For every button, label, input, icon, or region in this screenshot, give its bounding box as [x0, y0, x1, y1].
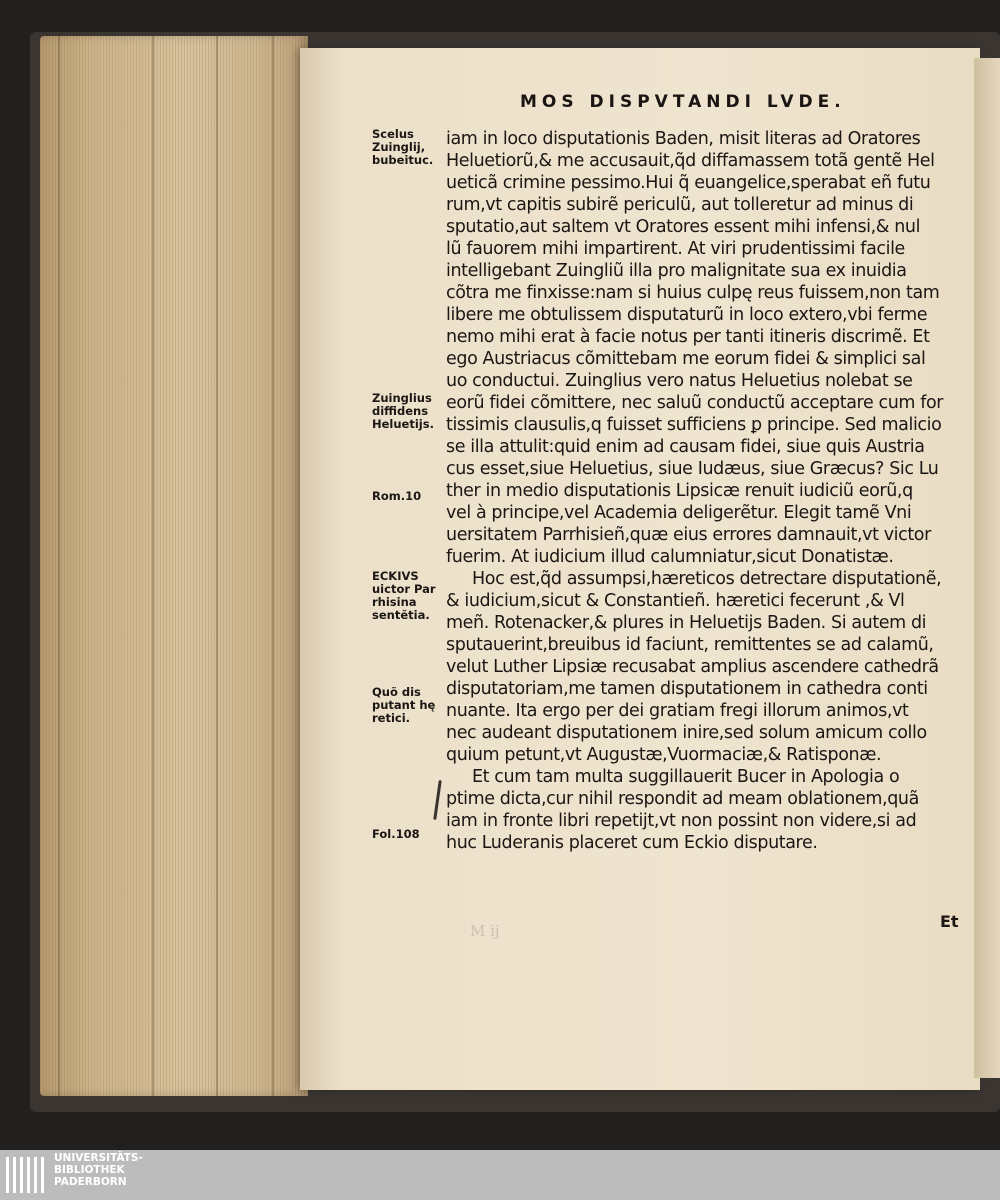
text-line: ueticã crimine pessimo.Hui q̃ euangelice,sperabat eñ futu — [446, 173, 931, 193]
text-line: nec audeant disputationem inire,sed solum amicum collo — [446, 723, 927, 743]
text-line: iam in loco disputationis Baden, misit literas ad Oratores — [446, 129, 921, 149]
text-line: nemo mihi erat à facie notus per tanti itineris discrimẽ. Et — [446, 327, 930, 347]
text-line: lũ fauorem mihi impartirent. At viri prudentissimi facile — [446, 239, 905, 259]
text-line: ptime dicta,cur nihil respondit ad meam oblationem,quã — [446, 789, 919, 809]
margin-note: Rom.10 — [372, 489, 422, 503]
margin-note: Zuinglius diffidens Heluetijs. — [372, 391, 434, 431]
text-line: Heluetiorũ,& me accusauit,q̃d diffamassem totã gentẽ Hel — [446, 151, 935, 171]
text-line: se illa attulit:quid enim ad causam fidei, siue quis Austria — [446, 437, 925, 457]
text-line: disputatoriam,me tamen disputationem in cathedra conti — [446, 679, 928, 699]
running-head: MOS DISPVTANDI LVDE. — [520, 92, 846, 112]
library-name-line: PADERBORN — [54, 1176, 127, 1188]
margin-note: Quõ dis putant hę retici. — [372, 685, 436, 725]
university-library-logo-icon — [4, 1153, 46, 1197]
text-line: velut Luther Lipsiæ recusabat amplius ascendere cathedrã — [446, 657, 939, 677]
text-line: nuante. Ita ergo per dei gratiam fregi illorum animos,vt — [446, 701, 909, 721]
text-line: eorũ fidei cõmittere, nec saluũ conductũ acceptare cum for — [446, 393, 944, 413]
text-line: quium petunt,vt Augustæ,Vuormaciæ,& Ratisponæ. — [446, 745, 882, 765]
text-line: sputatio,aut saltem vt Oratores essent mihi infensi,& nul — [446, 217, 921, 237]
text-line: huc Luderanis placeret cum Eckio disputare. — [446, 833, 818, 853]
text-line: rum,vt capitis subirẽ periculũ, aut tolleretur ad minus di — [446, 195, 914, 215]
text-line: fuerim. At iudicium illud calumniatur,sicut Donatistæ. — [446, 547, 894, 567]
library-name-line: UNIVERSITÄTS- — [54, 1152, 143, 1164]
text-line: tissimis clausulis,q fuisset sufficiens ꝑ principe. Sed malicio — [446, 415, 942, 435]
text-line: uo conductui. Zuinglius vero natus Heluetius nolebat se — [446, 371, 913, 391]
text-line: ther in medio disputationis Lipsicæ renuit iudiciũ eorũ,q — [446, 481, 913, 501]
text-line: libere me obtulissem disputaturũ in loco extero,vbi ferme — [446, 305, 928, 325]
text-line: cõtra me finxisse:nam si huius culpę reus fuissem,non tam — [446, 283, 940, 303]
text-line: sputauerint,breuibus id faciunt, remittentes se ad calamũ, — [446, 635, 934, 655]
signature-mark: M ij — [470, 922, 500, 940]
margin-note: ECKIVS uictor Par rhisina sentĕtia. — [372, 569, 436, 622]
text-line: uersitatem Parrhisieñ,quæ eius errores damnauit,vt victor — [446, 525, 931, 545]
text-line: Et cum tam multa suggillauerit Bucer in Apologia o — [472, 767, 900, 787]
book-fore-edge — [40, 36, 308, 1096]
text-line: Hoc est,q̃d assumpsi,hæreticos detrectare disputationẽ, — [472, 569, 942, 589]
text-line: & iudicium,sicut & Constantieñ. hæretici fecerunt ,& Vl — [446, 591, 905, 611]
text-line: iam in fronte libri repetijt,vt non possint non videre,si ad — [446, 811, 917, 831]
text-line: ego Austriacus cõmittebam me eorum fidei & simplici sal — [446, 349, 926, 369]
catchword: Et — [940, 912, 959, 931]
footer-bar — [0, 1150, 1000, 1200]
library-name-line: BIBLIOTHEK — [54, 1164, 125, 1176]
text-line: meñ. Rotenacker,& plures in Heluetijs Baden. Si autem di — [446, 613, 927, 633]
library-name — [54, 1152, 143, 1188]
margin-note: Fol.108 — [372, 827, 420, 841]
text-line: cus esset,siue Heluetius, siue Iudæus, siue Græcus? Sic Lu — [446, 459, 939, 479]
text-line: intelligebant Zuingliũ illa pro malignitate sua ex inuidia — [446, 261, 907, 281]
text-line: vel à principe,vel Academia deligerẽtur. Elegit tamẽ Vni — [446, 503, 912, 523]
margin-note: Scelus Zuinglij, bubeituc. — [372, 127, 434, 167]
